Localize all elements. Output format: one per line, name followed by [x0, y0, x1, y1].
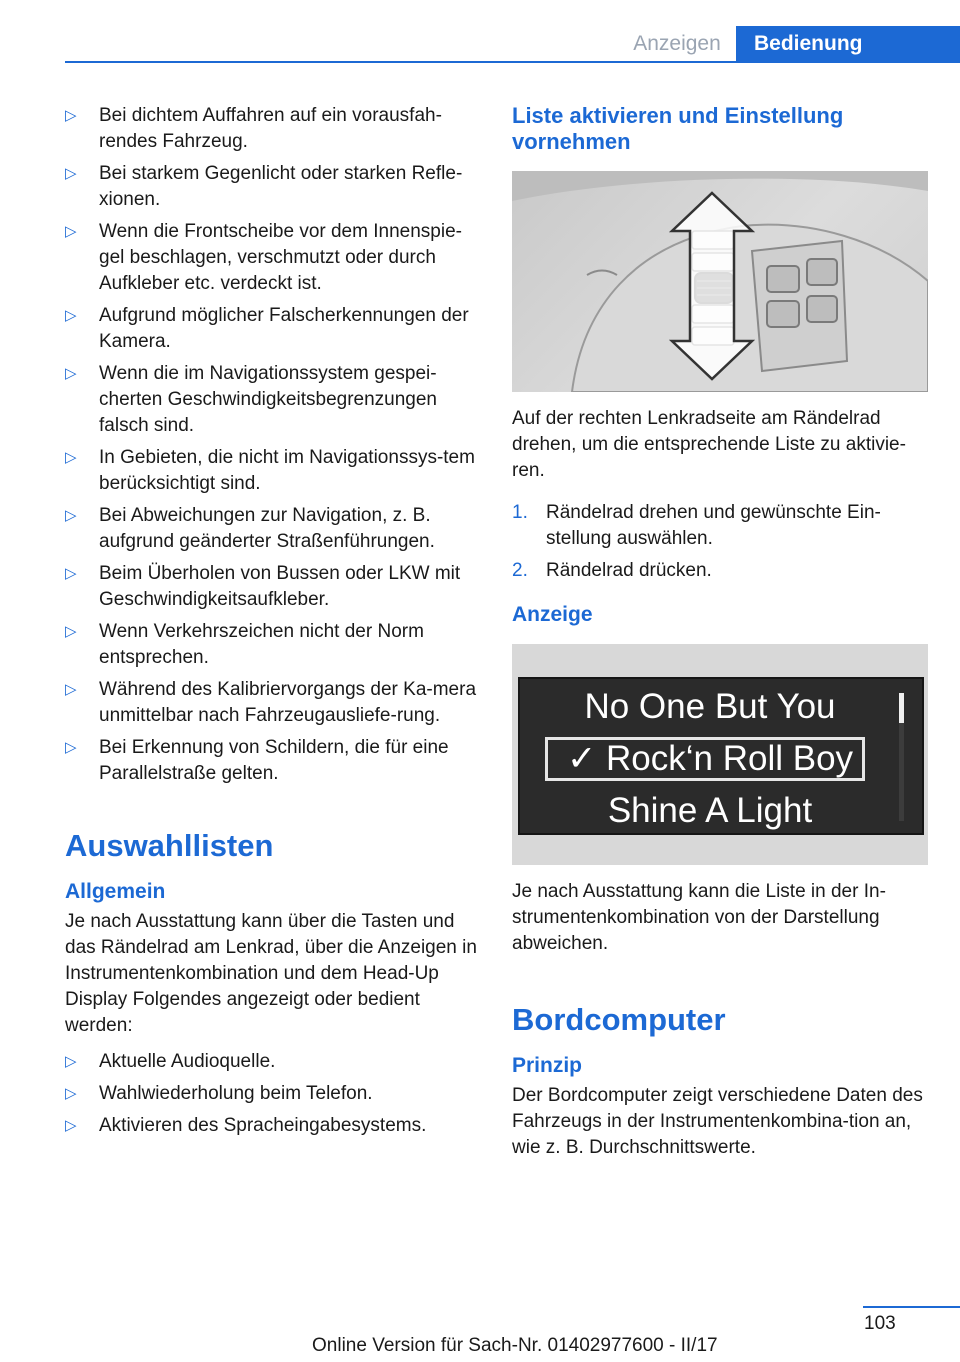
list-item: ▷ Bei starkem Gegenlicht oder starken Refle-xionen.: [65, 163, 463, 210]
footer-rule: [863, 1306, 960, 1308]
list-item: ▷ Wenn Verkehrszeichen nicht der Norm entsprechen.: [65, 621, 424, 668]
list-item: ▷ Wenn die Frontscheibe vor dem Innenspie-gel beschlagen, verschmutzt oder durch Aufkleber etc. verdeckt ist.: [65, 221, 462, 294]
bullet-triangle-icon: ▷: [65, 681, 77, 698]
list-item: ▷ Aufgrund möglicher Falscherkennungen der Kamera.: [65, 305, 469, 352]
steps-list: [512, 500, 928, 584]
tab-bedienung[interactable]: Bedienung: [736, 26, 960, 62]
bullet-triangle-icon: ▷: [65, 1117, 77, 1134]
intro-paragraph: Je nach Ausstattung kann über die Tasten und das Rändelrad am Lenkrad, über die Anzeigen in Instrumentenkombination und dem Head-Up Display Folgendes angezeigt oder bedient werden:: [65, 911, 477, 1036]
left-column: [65, 103, 480, 1145]
bullet-triangle-icon: ▷: [65, 449, 77, 466]
step-number: 2.: [512, 560, 528, 581]
bullet-triangle-icon: ▷: [65, 365, 77, 382]
page-number: 103: [864, 1313, 896, 1334]
right-column: [512, 103, 928, 1161]
display-note: Je nach Ausstattung kann die Liste in der In-strumentenkombination von der Darstellung abweichen.: [512, 881, 886, 954]
bullet-triangle-icon: ▷: [65, 223, 77, 240]
bullet-triangle-icon: ▷: [65, 739, 77, 756]
list-item: ▷ Während des Kalibriervorgangs der Ka-mera unmittelbar nach Fahrzeugausliefe-rung.: [65, 679, 477, 726]
online-version-note: Online Version für Sach-Nr. 01402977600 - II/17: [312, 1335, 718, 1356]
condition-list: [65, 103, 480, 787]
bullet-triangle-icon: ▷: [65, 507, 77, 524]
list-item: 2. Rändelrad drücken.: [512, 558, 928, 584]
display-list-panel: [518, 677, 924, 835]
display-options-list: [65, 1049, 480, 1139]
display-item-selected: ✓ Rock‘n Roll Boy: [566, 739, 854, 778]
bullet-triangle-icon: ▷: [65, 565, 77, 582]
display-figure: [512, 644, 928, 865]
steering-wheel-figure: [512, 171, 928, 392]
bullet-triangle-icon: ▷: [65, 307, 77, 324]
heading-liste-aktivieren: Liste aktivieren und Einstellung vornehmen: [512, 103, 844, 154]
subsection-title-anzeige: Anzeige: [512, 603, 593, 626]
subsection-title-prinzip: Prinzip: [512, 1054, 583, 1077]
bullet-triangle-icon: ▷: [65, 1053, 77, 1070]
list-item: ▷ Wenn die im Navigationssystem gespei-cherten Geschwindigkeitsbegrenzungen falsch sind.: [65, 363, 437, 436]
display-item: No One But You: [584, 687, 836, 726]
list-item: ▷ Beim Überholen von Bussen oder LKW mit Geschwindigkeitsaufkleber.: [65, 563, 461, 610]
bullet-triangle-icon: ▷: [65, 107, 77, 124]
step-number: 1.: [512, 502, 528, 523]
list-item: ▷ Bei Erkennung von Schildern, die für eine Parallelstraße gelten.: [65, 737, 449, 784]
list-item: ▷ In Gebieten, die nicht im Navigationssys-tem berücksichtigt sind.: [65, 447, 475, 494]
bullet-triangle-icon: ▷: [65, 623, 77, 640]
thumbwheel-illustration: [512, 171, 928, 392]
prinzip-paragraph: Der Bordcomputer zeigt verschiedene Daten des Fahrzeugs in der Instrumentenkombina-tion an, wie z. B. Durchschnittswerte.: [512, 1085, 923, 1158]
display-item: Shine A Light: [607, 791, 813, 830]
list-item: ▷ Bei Abweichungen zur Navigation, z. B. aufgrund geänderter Straßenführungen.: [65, 505, 435, 552]
section-title-auswahllisten: Auswahllisten: [65, 828, 274, 863]
list-item: ▷ Aktivieren des Spracheingabesystems.: [65, 1113, 480, 1139]
list-item: ▷ Aktuelle Audioquelle.: [65, 1049, 480, 1075]
list-item: ▷ Wahlwiederholung beim Telefon.: [65, 1081, 480, 1107]
display-scroll-thumb: [899, 693, 904, 723]
bullet-triangle-icon: ▷: [65, 1085, 77, 1102]
list-item: ▷ Bei dichtem Auffahren auf ein vorausfah-rendes Fahrzeug.: [65, 105, 442, 152]
subsection-title-allgemein: Allgemein: [65, 880, 166, 903]
tab-anzeigen[interactable]: Anzeigen: [633, 32, 721, 55]
section-title-bordcomputer: Bordcomputer: [512, 1002, 726, 1037]
thumbwheel-description: Auf der rechten Lenkradseite am Rändelrad drehen, um die entsprechende Liste zu aktivie-ren.: [512, 408, 906, 481]
bullet-triangle-icon: ▷: [65, 165, 77, 182]
list-item: 1. Rändelrad drehen und gewünschte Ein-stellung auswählen.: [512, 502, 881, 549]
